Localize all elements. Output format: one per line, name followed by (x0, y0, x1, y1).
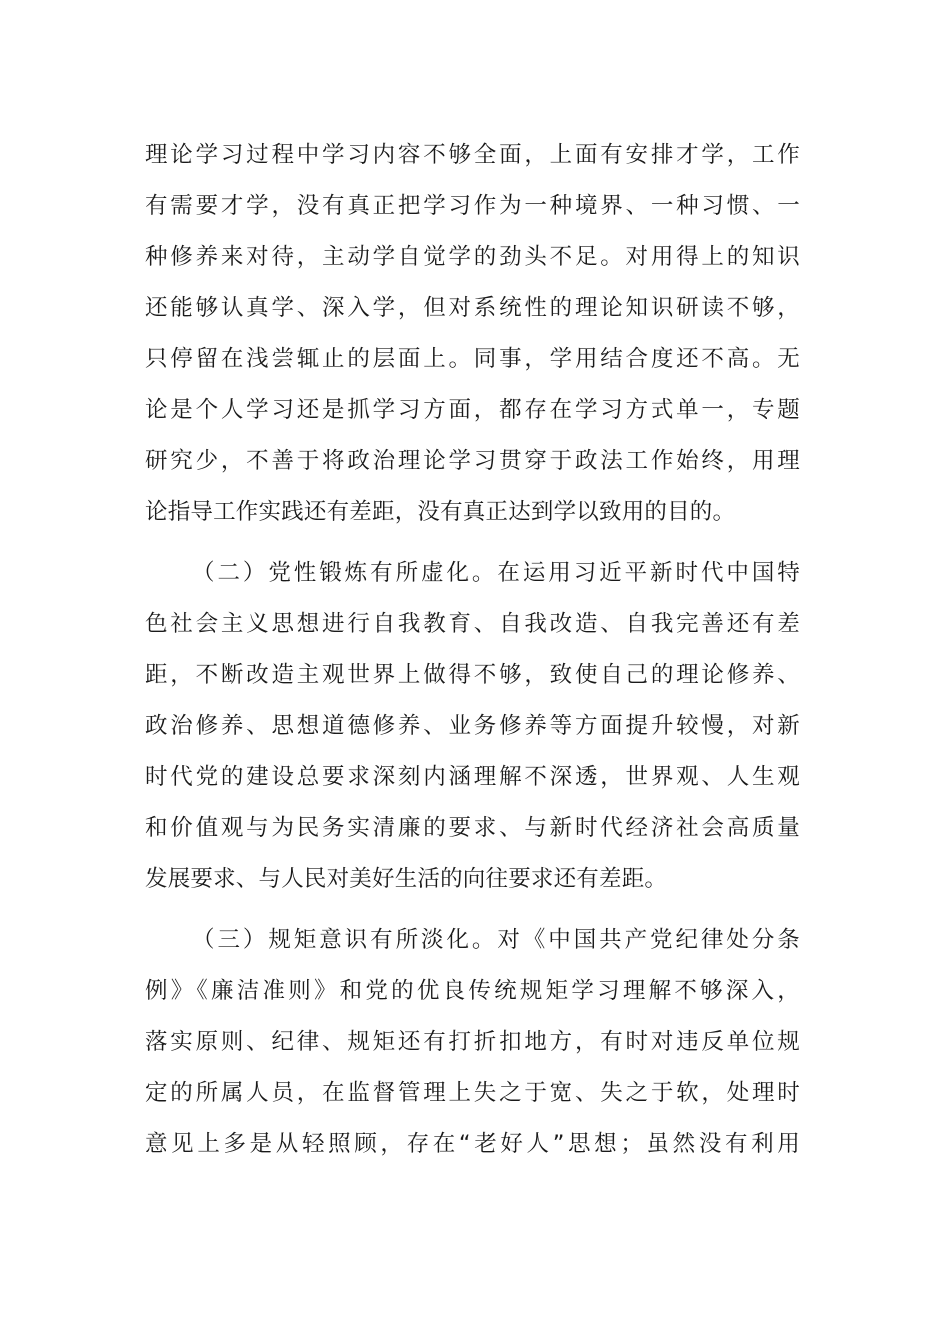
text-line: 有需要才学，没有真正把学习作为一种境界、一种习惯、一 (145, 193, 800, 219)
text-line: 种修养来对待，主动学自觉学的劲头不足。对用得上的知识 (145, 244, 800, 270)
text-line: 定的所属人员，在监督管理上失之于宽、失之于软，处理时 (145, 1080, 800, 1106)
paragraph-gap (145, 538, 800, 548)
text-line: 理论学习过程中学习内容不够全面，上面有安排才学，工作 (145, 142, 800, 168)
text-line: 时代党的建设总要求深刻内涵理解不深透，世界观、人生观 (145, 764, 800, 790)
text-line: 研究少，不善于将政治理论学习贯穿于政法工作始终，用理 (145, 448, 800, 474)
text-line: 政治修养、思想道德修养、业务修养等方面提升较慢，对新 (145, 713, 800, 739)
text-line: （三）规矩意识有所淡化。对《中国共产党纪律处分条 (192, 927, 800, 953)
text-line: 距，不断改造主观世界上做得不够，致使自己的理论修养、 (145, 662, 800, 688)
text-line: 发展要求、与人民对美好生活的向往要求还有差距。 (145, 866, 668, 892)
document-body (145, 130, 800, 1170)
text-line: 论是个人学习还是抓学习方面，都存在学习方式单一，专题 (145, 397, 800, 423)
text-line: 只停留在浅尝辄止的层面上。同事，学用结合度还不高。无 (145, 346, 800, 372)
paragraph-rules-awareness (145, 915, 800, 1170)
text-line: 论指导工作实践还有差距，没有真正达到学以致用的目的。 (145, 499, 736, 525)
text-line: 例》《廉洁准则》和党的优良传统规矩学习理解不够深入， (145, 978, 800, 1004)
paragraph-gap (145, 905, 800, 915)
paragraph-party-spirit (145, 548, 800, 905)
text-line: 还能够认真学、深入学，但对系统性的理论知识研读不够， (145, 295, 800, 321)
text-line: 落实原则、纪律、规矩还有打折扣地方，有时对违反单位规 (145, 1029, 800, 1055)
text-line: 和价值观与为民务实清廉的要求、与新时代经济社会高质量 (145, 815, 800, 841)
paragraph-theory-study (145, 130, 800, 538)
text-line: （二）党性锻炼有所虚化。在运用习近平新时代中国特 (192, 560, 800, 586)
text-line: 意见上多是从轻照顾，存在“老好人”思想；虽然没有利用 (145, 1131, 800, 1157)
text-line: 色社会主义思想进行自我教育、自我改造、自我完善还有差 (145, 611, 800, 637)
